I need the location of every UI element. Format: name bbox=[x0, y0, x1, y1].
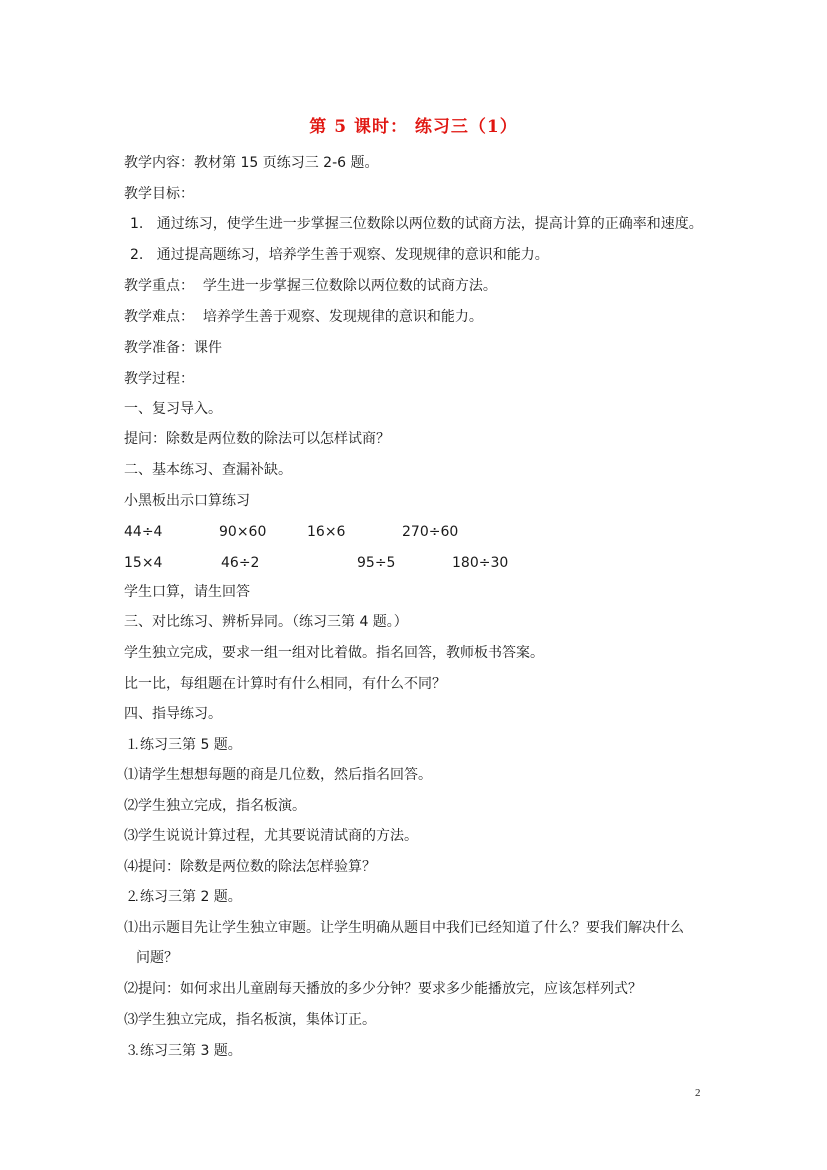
text-line: ⑵提问：如何求出儿童剧每天播放的多少分钟？要求多少能播放完，应该怎样列式？ bbox=[124, 981, 642, 997]
text-line: 提问：除数是两位数的除法可以怎样试商？ bbox=[124, 431, 390, 447]
text-line: 二、基本练习、查漏补缺。 bbox=[124, 462, 292, 478]
text-line: ⒉练习三第 2 题。 bbox=[126, 889, 242, 905]
math-expression: 16×6 bbox=[307, 524, 346, 540]
text-line: 教学内容：教材第 15 页练习三 2-6 题。 bbox=[124, 155, 379, 171]
text-line: 教学难点： 培养学生善于观察、发现规律的意识和能力。 bbox=[124, 309, 483, 325]
text-line: ⒈练习三第 5 题。 bbox=[126, 737, 242, 753]
text-line: ⑴请学生想想每题的商是几位数，然后指名回答。 bbox=[124, 767, 432, 783]
text-line: 学生口算，请生回答 bbox=[124, 584, 250, 600]
math-expression: 180÷30 bbox=[452, 555, 509, 571]
text-line: ⑶学生独立完成，指名板演，集体订正。 bbox=[124, 1012, 376, 1028]
text-line: 教学重点： 学生进一步掌握三位数除以两位数的试商方法。 bbox=[124, 278, 497, 294]
text-line: ⑶学生说说计算过程，尤其要说清试商的方法。 bbox=[124, 828, 418, 844]
text-line: 2. 通过提高题练习，培养学生善于观察、发现规律的意识和能力。 bbox=[130, 247, 549, 263]
math-expression: 46÷2 bbox=[221, 555, 260, 571]
text-line: ⑴出示题目先让学生独立审题。让学生明确从题目中我们已经知道了什么？要我们解决什么 bbox=[124, 920, 684, 936]
text-line: 一、复习导入。 bbox=[124, 401, 222, 417]
math-expression: 15×4 bbox=[124, 555, 163, 571]
math-expression: 90×60 bbox=[219, 524, 267, 540]
page-number: 2 bbox=[695, 1087, 701, 1099]
text-line: ⑷提问：除数是两位数的除法怎样验算？ bbox=[124, 859, 376, 875]
text-line: 学生独立完成，要求一组一组对比着做。指名回答，教师板书答案。 bbox=[124, 645, 544, 661]
text-line: 比一比，每组题在计算时有什么相同，有什么不同？ bbox=[124, 676, 446, 692]
math-expression: 44÷4 bbox=[124, 524, 163, 540]
text-line: ⑵学生独立完成，指名板演。 bbox=[124, 798, 306, 814]
text-line: 小黑板出示口算练习 bbox=[124, 493, 250, 509]
text-line: 1. 通过练习，使学生进一步掌握三位数除以两位数的试商方法，提高计算的正确率和速度。 bbox=[130, 216, 703, 232]
text-line: 教学目标： bbox=[124, 186, 194, 202]
math-expression: 270÷60 bbox=[402, 524, 459, 540]
text-line: ⒊练习三第 3 题。 bbox=[126, 1043, 242, 1059]
text-line: 四、指导练习。 bbox=[124, 706, 222, 722]
text-line: 教学准备：课件 bbox=[124, 340, 222, 356]
lesson-title: 第 5 课时： 练习三（1） bbox=[309, 117, 518, 137]
text-line: 三、对比练习、辨析异同。（练习三第 4 题。） bbox=[124, 614, 408, 630]
text-line: 问题？ bbox=[136, 950, 178, 966]
math-expression: 95÷5 bbox=[357, 555, 396, 571]
text-line: 教学过程： bbox=[124, 371, 194, 387]
